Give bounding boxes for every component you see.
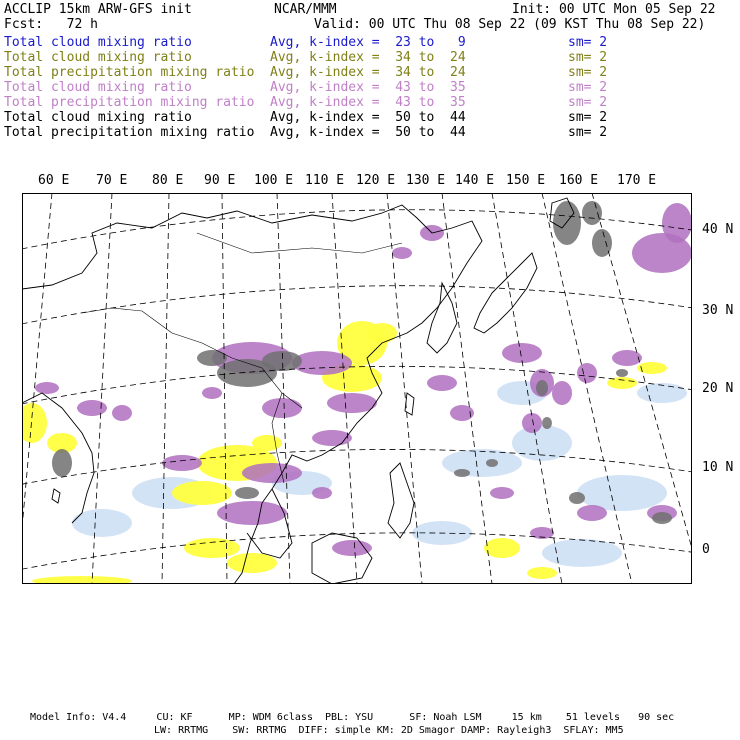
purple-cloud-blob (577, 505, 607, 521)
yellow-cloud-blob (22, 403, 47, 443)
map-plot (22, 193, 692, 584)
lat-label: 0 (702, 542, 710, 557)
legend-name: Total cloud mixing ratio (4, 80, 192, 95)
purple-cloud-blob (552, 381, 572, 405)
purple-cloud-blob (662, 203, 692, 243)
yellow-cloud-blob (367, 323, 397, 343)
purple-cloud-blob (217, 501, 287, 525)
gray-cloud-blob (454, 469, 470, 477)
lon-label: 140 E (455, 173, 495, 188)
legend-sm: sm= 2 (568, 80, 608, 95)
lon-label: 80 E (152, 173, 184, 188)
purple-cloud-blob (502, 343, 542, 363)
legend-name: Total cloud mixing ratio (4, 35, 192, 50)
lat-label: 10 N (702, 460, 734, 475)
forecast-hour: Fcst: 72 h (4, 17, 98, 32)
lon-label: 120 E (356, 173, 396, 188)
lon-label: 170 E (617, 173, 657, 188)
light-cloud-blob (542, 539, 622, 567)
model-physics: LW: RRTMG SW: RRTMG DIFF: simple KM: 2D Smagor DAMP: Rayleigh3 SFLAY: MM5 (154, 725, 624, 736)
purple-cloud-blob (490, 487, 514, 499)
legend-sm: sm= 2 (568, 50, 608, 65)
legend-avg: Avg, k-index = 34 to 24 (270, 65, 466, 80)
purple-cloud-blob (392, 247, 412, 259)
purple-cloud-blob (35, 382, 59, 394)
legend-avg: Avg, k-index = 43 to 35 (270, 95, 466, 110)
lon-label: 90 E (204, 173, 236, 188)
purple-cloud-blob (162, 455, 202, 471)
legend-name: Total precipitation mixing ratio (4, 95, 255, 110)
purple-cloud-blob (332, 540, 372, 556)
purple-cloud-blob (427, 375, 457, 391)
purple-cloud-blob (77, 400, 107, 416)
gray-cloud-blob (52, 449, 72, 477)
purple-cloud-blob (242, 463, 302, 483)
yellow-cloud-blob (32, 576, 132, 584)
lat-label: 40 N (702, 222, 734, 237)
legend-name: Total precipitation mixing ratio (4, 65, 255, 80)
gray-cloud-blob (553, 201, 581, 245)
gray-cloud-blob (486, 459, 498, 467)
legend-avg: Avg, k-index = 50 to 44 (270, 110, 466, 125)
yellow-cloud-blob (227, 553, 277, 573)
yellow-cloud-blob (252, 435, 282, 451)
gray-cloud-blob (582, 201, 602, 225)
org-label: NCAR/MMM (274, 2, 337, 17)
purple-cloud-blob (112, 405, 132, 421)
legend-avg: Avg, k-index = 50 to 44 (270, 125, 466, 140)
light-cloud-blob (512, 425, 572, 461)
lat-label: 30 N (702, 303, 734, 318)
yellow-cloud-blob (172, 481, 232, 505)
lon-label: 100 E (254, 173, 294, 188)
yellow-cloud-blob (484, 538, 520, 558)
legend-sm: sm= 2 (568, 65, 608, 80)
model-title: ACCLIP 15km ARW-GFS init (4, 2, 192, 17)
model-info: Model Info: V4.4 CU: KF MP: WDM 6class PBL: YSU SF: Noah LSM 15 km 51 levels 90 sec (30, 712, 675, 723)
valid-time: Valid: 00 UTC Thu 08 Sep 22 (09 KST Thu 08 Sep 22) (314, 17, 706, 32)
lon-label: 130 E (406, 173, 446, 188)
init-time: Init: 00 UTC Mon 05 Sep 22 (512, 2, 716, 17)
light-cloud-blob (72, 509, 132, 537)
light-cloud-blob (637, 383, 687, 403)
purple-cloud-blob (612, 350, 642, 366)
legend-avg: Avg, k-index = 43 to 35 (270, 80, 466, 95)
gray-cloud-blob (536, 380, 548, 396)
lon-label: 110 E (305, 173, 345, 188)
lon-label: 70 E (96, 173, 128, 188)
legend-name: Total precipitation mixing ratio (4, 125, 255, 140)
gray-cloud-blob (569, 492, 585, 504)
lon-label: 60 E (38, 173, 70, 188)
legend-sm: sm= 2 (568, 35, 608, 50)
purple-cloud-blob (577, 363, 597, 383)
purple-cloud-blob (312, 487, 332, 499)
purple-cloud-blob (202, 387, 222, 399)
purple-cloud-blob (262, 398, 302, 418)
legend-sm: sm= 2 (568, 110, 608, 125)
lon-label: 160 E (559, 173, 599, 188)
lon-label: 150 E (506, 173, 546, 188)
legend-name: Total cloud mixing ratio (4, 50, 192, 65)
legend-avg: Avg, k-index = 23 to 9 (270, 35, 466, 50)
legend-name: Total cloud mixing ratio (4, 110, 192, 125)
legend-avg: Avg, k-index = 34 to 24 (270, 50, 466, 65)
gray-cloud-blob (542, 417, 552, 429)
gray-cloud-blob (197, 350, 227, 366)
legend-sm: sm= 2 (568, 125, 608, 140)
gray-cloud-blob (235, 487, 259, 499)
purple-cloud-blob (522, 413, 542, 433)
gray-cloud-blob (616, 369, 628, 377)
gray-cloud-blob (652, 512, 672, 524)
lat-label: 20 N (702, 381, 734, 396)
yellow-cloud-blob (184, 538, 240, 558)
yellow-cloud-blob (527, 567, 557, 579)
legend-sm: sm= 2 (568, 95, 608, 110)
